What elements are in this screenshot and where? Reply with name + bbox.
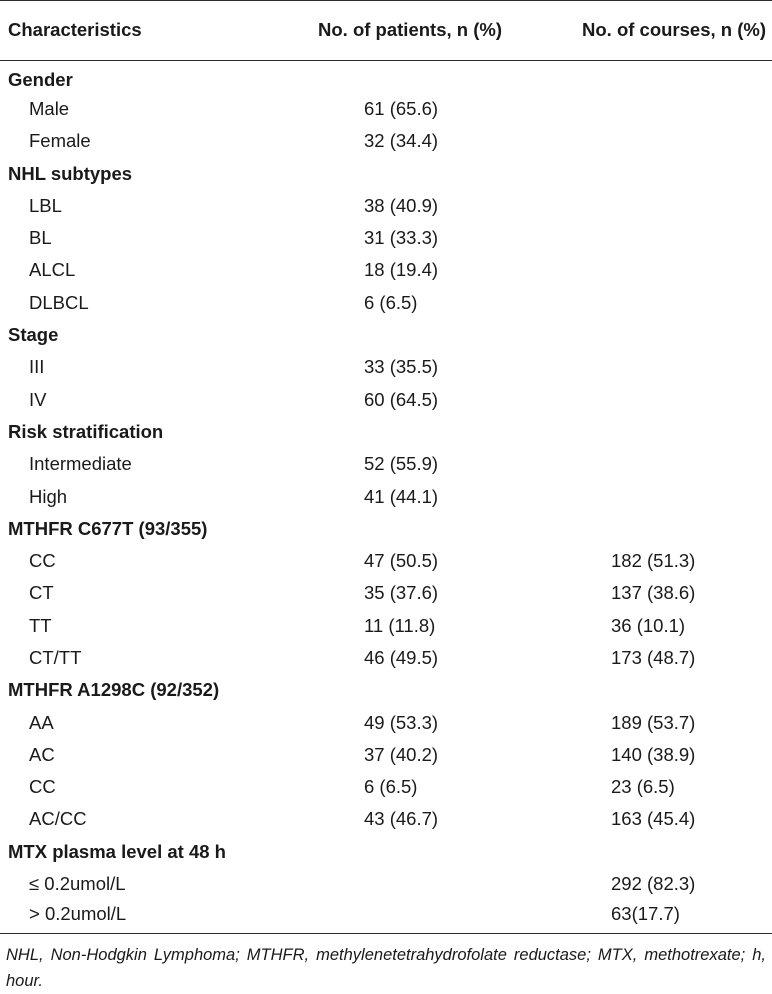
header-characteristics: Characteristics	[0, 1, 290, 61]
courses-value	[530, 480, 772, 512]
row-label: CC	[29, 550, 56, 572]
table-row	[0, 771, 772, 803]
courses-value: 137 (38.6)	[611, 582, 696, 604]
patients-value: 33 (35.5)	[364, 356, 439, 378]
header-patients: No. of patients, n (%)	[290, 1, 530, 61]
table-row	[0, 480, 772, 512]
patients-value	[290, 868, 530, 900]
courses-value: 23 (6.5)	[611, 776, 675, 798]
patients-value: 52 (55.9)	[364, 453, 439, 475]
section-label: MTX plasma level at 48 h	[8, 840, 226, 862]
patients-value: 18 (19.4)	[364, 259, 439, 281]
table-row	[0, 93, 772, 125]
row-label: AA	[29, 711, 54, 733]
courses-value: 163 (45.4)	[611, 808, 696, 830]
table-row	[0, 610, 772, 642]
courses-value: 182 (51.3)	[611, 550, 696, 572]
section-row	[0, 674, 772, 706]
table-row	[0, 254, 772, 286]
patients-value: 37 (40.2)	[364, 743, 439, 765]
courses-value	[530, 93, 772, 125]
section-label: MTHFR C677T (93/355)	[8, 517, 208, 539]
courses-value: 63(17.7)	[611, 903, 680, 925]
patients-value: 6 (6.5)	[364, 776, 418, 798]
table-row	[0, 383, 772, 415]
row-label: Intermediate	[29, 453, 132, 475]
row-label: ≤ 0.2umol/L	[29, 873, 126, 895]
patients-value: 38 (40.9)	[364, 194, 439, 216]
table-row	[0, 125, 772, 157]
patients-value: 35 (37.6)	[364, 582, 439, 604]
table-row	[0, 190, 772, 222]
section-row	[0, 836, 772, 868]
courses-value	[530, 351, 772, 383]
row-label: DLBCL	[29, 291, 89, 313]
courses-value: 189 (53.7)	[611, 711, 696, 733]
courses-value	[530, 222, 772, 254]
row-label: Female	[29, 130, 91, 152]
section-row	[0, 416, 772, 448]
courses-value: 140 (38.9)	[611, 743, 696, 765]
courses-value	[530, 254, 772, 286]
section-label: Gender	[8, 68, 73, 90]
patients-value: 49 (53.3)	[364, 711, 439, 733]
header-row	[0, 1, 772, 61]
section-row	[0, 513, 772, 545]
section-label: Stage	[8, 324, 59, 346]
row-label: High	[29, 485, 68, 507]
row-label: TT	[29, 614, 52, 636]
table-row	[0, 642, 772, 674]
table-header	[0, 1, 772, 61]
courses-value	[530, 190, 772, 222]
section-label: Risk stratification	[8, 420, 164, 442]
courses-value	[530, 287, 772, 319]
patients-value: 47 (50.5)	[364, 550, 439, 572]
table-row	[0, 900, 772, 932]
patients-value: 41 (44.1)	[364, 485, 439, 507]
courses-value	[530, 448, 772, 480]
table-body	[0, 61, 772, 933]
courses-value	[530, 383, 772, 415]
section-row	[0, 157, 772, 189]
row-label: Male	[29, 97, 70, 119]
table-row	[0, 448, 772, 480]
table-row	[0, 706, 772, 738]
patients-value: 43 (46.7)	[364, 808, 439, 830]
courses-value	[530, 125, 772, 157]
patients-value: 60 (64.5)	[364, 388, 439, 410]
courses-value: 36 (10.1)	[611, 614, 686, 636]
row-label: CT	[29, 582, 54, 604]
table-row	[0, 577, 772, 609]
table-row	[0, 351, 772, 383]
patients-value: 32 (34.4)	[364, 130, 439, 152]
row-label: AC	[29, 743, 55, 765]
patients-value: 11 (11.8)	[364, 614, 436, 636]
section-label: MTHFR A1298C (92/352)	[8, 679, 220, 701]
header-courses: No. of courses, n (%)	[530, 1, 772, 61]
row-label: BL	[29, 227, 52, 249]
table-row	[0, 739, 772, 771]
table-row	[0, 222, 772, 254]
row-label: CT/TT	[29, 646, 82, 668]
patients-value: 6 (6.5)	[364, 291, 418, 313]
patients-value	[290, 900, 530, 932]
table-footnote: NHL, Non-Hodgkin Lymphoma; MTHFR, methylenetetrahydrofolate reductase; MTX, methotrexate; h, hour.	[6, 945, 766, 990]
row-label: III	[29, 356, 45, 378]
table-row	[0, 868, 772, 900]
table-row	[0, 803, 772, 835]
section-row	[0, 61, 772, 93]
section-label: NHL subtypes	[8, 162, 133, 184]
table-row	[0, 545, 772, 577]
patients-value: 31 (33.3)	[364, 227, 439, 249]
row-label: AC/CC	[29, 808, 87, 830]
row-label: IV	[29, 388, 47, 410]
row-label: > 0.2umol/L	[29, 903, 127, 925]
row-label: CC	[29, 776, 56, 798]
section-row	[0, 319, 772, 351]
patients-value: 46 (49.5)	[364, 646, 439, 668]
row-label: LBL	[29, 194, 62, 216]
row-label: ALCL	[29, 259, 76, 281]
courses-value: 173 (48.7)	[611, 646, 696, 668]
table-row	[0, 287, 772, 319]
courses-value: 292 (82.3)	[611, 873, 696, 895]
patients-value: 61 (65.6)	[364, 97, 439, 119]
